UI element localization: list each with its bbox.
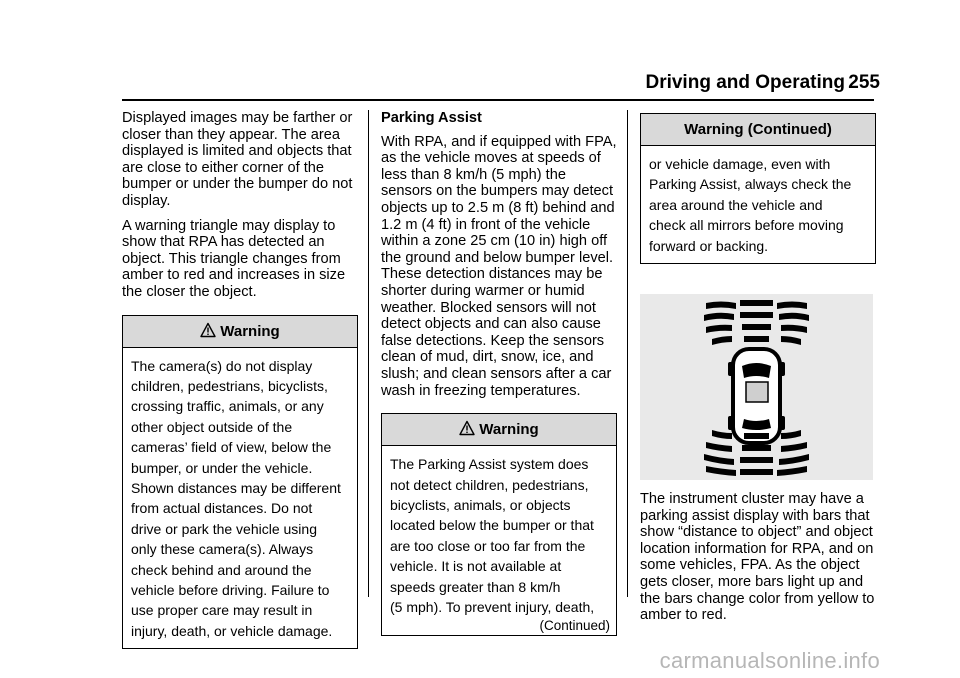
warning-box — [640, 113, 876, 264]
warning-box — [381, 413, 617, 636]
paragraph: The instrument cluster may have a parking assist display with bars that show “distance to object” and object location information for RPA, and on some vehicles, FPA. As the object gets closer, more bars light up and the bars change color from yellow to amber to red. — [640, 491, 875, 624]
page-header — [0, 72, 960, 102]
warning-title: Warning — [220, 322, 280, 340]
column-divider — [627, 110, 628, 597]
warning-body: or vehicle damage, even with Parking Assist, always check the area around the vehicle and check all mirrors before moving forward or backing. — [649, 156, 852, 254]
column-2 — [381, 110, 617, 636]
warning-body: The Parking Assist system does not detect children, pedestrians, bicyclists, animals, or objects located below the bumper or that are too close or too far from the vehicle. It is not available at speeds greater than 8 km/h (5 mph). To prevent injury, death, — [390, 456, 595, 615]
warning-body: The camera(s) do not display children, pedestrians, bicyclists, crossing traffic, animals, or any other object outside of the cameras’ field of view, below the bumper, or under the vehicle. Shown distances may be different from actual distances. Do not drive or park the vehicle using only these camera(s). Always check behind and around the vehicle before driving. Failure to use proper care may result in injury, death, or vehicle damage. — [131, 357, 341, 639]
front-sensor-bars — [704, 300, 809, 345]
page-number: 255 — [848, 72, 880, 93]
paragraph: A warning triangle may display to show that RPA has detected an object. This triangle changes from amber to red and increases in size the closer the object. — [122, 217, 346, 300]
parking-assist-diagram — [640, 294, 873, 480]
column-3 — [640, 110, 876, 632]
rear-sensor-bars — [704, 430, 809, 476]
warning-box — [122, 315, 358, 650]
paragraph: Displayed images may be farther or closer than they appear. The area displayed is limited and objects that are close to either corner of the bumper or under the bumper do not display. — [122, 110, 353, 209]
warning-title: Warning (Continued) — [684, 121, 832, 138]
section-heading: Parking Assist — [381, 110, 482, 126]
section-title: Driving and Operating — [645, 72, 845, 93]
column-divider — [368, 110, 369, 597]
header-rule — [122, 99, 874, 101]
warning-header — [123, 316, 357, 348]
warning-title: Warning — [479, 421, 539, 439]
warning-icon — [459, 420, 475, 436]
paragraph: With RPA, and if equipped with FPA, as the vehicle moves at speeds of less than 8 km/h (5 mph) the sensors on the bumpers may detect objects up to 2.5 m (8 ft) behind and 1.2 m (4 ft) in front of the vehicle within a zone 25 cm (10 in) high off the ground and below bumper level. These detection distances may be shorter during warmer or humid weather. Blocked sensors will not detect objects and can also cause false detections. Keep the sensors clean of mud, dirt, snow, ice, and slush; and clean sensors after a car wash in freezing temperatures. — [381, 133, 617, 399]
parking-assist-figure — [640, 294, 873, 480]
warning-header — [382, 414, 616, 446]
continued-label: (Continued) — [539, 618, 610, 634]
warning-icon — [200, 322, 216, 338]
warning-header — [641, 114, 875, 146]
watermark: carmanualsonline.info — [659, 648, 880, 673]
car-icon — [728, 349, 785, 443]
column-1 — [122, 110, 358, 649]
